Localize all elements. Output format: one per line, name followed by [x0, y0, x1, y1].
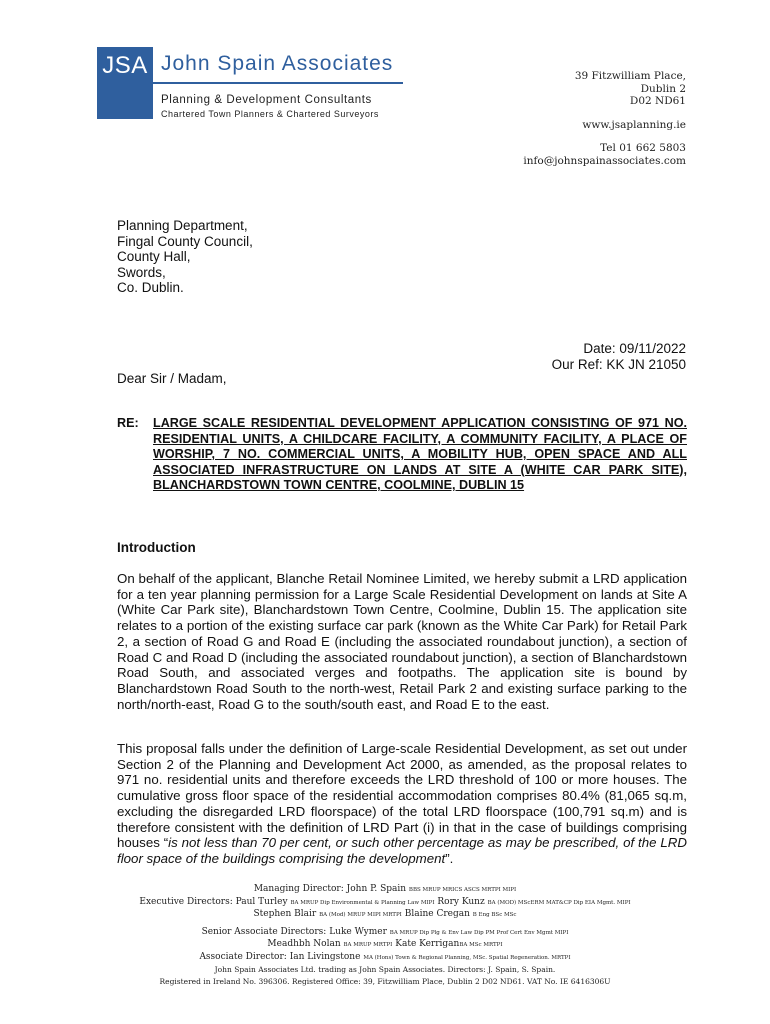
ad-quals: MA (Hons) Town & Regional Planning, MSc. Spatial Regeneration. MRTPI	[363, 954, 571, 961]
recipient-line-5: Co. Dublin.	[117, 280, 184, 295]
sad3-quals: BA MSc MRTPI	[459, 942, 503, 948]
footer-executive-directors-2	[100, 909, 670, 922]
sad1-name: Luke Wymer	[329, 926, 387, 937]
ed1-name: Paul Turley	[235, 896, 288, 907]
section-heading-introduction: Introduction	[117, 540, 196, 555]
footer-registered-line: Registered in Ireland No. 396306. Registered Office: 39, Fitzwilliam Place, Dublin 2 D02 ND61. VAT No. IE 6416306U	[159, 976, 611, 986]
logo-subtitle-2: Chartered Town Planners & Chartered Surveyors	[161, 109, 379, 119]
address-line-2: Dublin 2	[640, 82, 686, 95]
sender-address	[523, 70, 686, 167]
logo-box	[97, 47, 153, 119]
footer-managing-director	[100, 884, 670, 897]
footer-company-line: John Spain Associates Ltd. trading as John Spain Associates. Directors: J. Spain, S. Spain.	[214, 965, 556, 974]
website: www.jsaplanning.ie	[582, 118, 686, 131]
telephone: Tel 01 662 5803	[600, 142, 686, 154]
ed2-name: Rory Kunz	[437, 896, 485, 907]
footer-senior-associate-directors-2	[100, 939, 670, 952]
recipient-line-1: Planning Department,	[117, 218, 248, 233]
sad-label: Senior Associate Directors:	[201, 926, 327, 937]
sad2-quals: BA MRUP MRTPI	[343, 942, 393, 948]
sad1-quals: BA MRUP Dip Plg & Env Law Dip PM Prof Cert Env Mgmt MIPI	[389, 929, 569, 936]
email: info@johnspainassociates.com	[523, 154, 686, 167]
footer-associate-director	[100, 952, 670, 965]
logo-company-name: John Spain Associates	[161, 52, 394, 75]
ed-label: Executive Directors:	[139, 896, 233, 907]
ed4-name: Blaine Cregan	[404, 909, 470, 919]
address-line-3: D02 ND61	[629, 95, 686, 107]
subject-text: LARGE SCALE RESIDENTIAL DEVELOPMENT APPLICATION CONSISTING OF 971 NO. RESIDENTIAL UNITS, A CHILDCARE FACILITY, A COMMUNITY FACILITY, A PLACE OF WORSHIP, 7 NO. COMMERCIAL UNITS, A MOBILITY HUB, OPEN SPACE AND ALL ASSOCIATED INFRASTRUCTURE ON LANDS AT SITE A (WHITE CAR PARK SITE), BLANCHARDSTOWN TOWN CENTRE, COOLMINE, DUBLIN 15	[153, 416, 687, 492]
letter-date: Date: 09/11/2022	[583, 341, 686, 356]
paragraph-2-start: This proposal falls under the definition of Large-scale Residential Development, as set out under Section 2 of the Planning and Development Act 2000, as amended, as the proposal relates to 971 no. residential units and therefore exceeds the LRD threshold of 100 or more houses. The cumulative gross floor space of the residential accommodation comprises 80.4% (81,065 sq.m, excluding the disregarded LRD floorspace) of the total LRD floorspace (100,791 sq.m) and is therefore consistent with the definition of LRD Part (i) in that in the case of buildings comprising houses “	[117, 741, 687, 851]
ed1-quals: BA MRUP Dip Environmental & Planning Law MIPI	[290, 899, 435, 906]
ed3-quals: BA (Mod) MRUP MIPI MRTPI	[319, 912, 402, 918]
letterhead-footer	[100, 884, 670, 987]
ad-label: Associate Director:	[199, 951, 287, 962]
sad2-name: Meadhbh Nolan	[267, 939, 341, 949]
subject-label: RE:	[117, 416, 139, 430]
recipient-address	[117, 218, 253, 296]
md-label: Managing Director:	[253, 884, 344, 894]
ad-name: Ian Livingstone	[289, 951, 361, 962]
recipient-line-4: Swords,	[117, 264, 166, 280]
footer-executive-directors	[100, 897, 670, 910]
our-reference: Our Ref: KK JN 21050	[551, 356, 686, 372]
paragraph-2-end: ”.	[445, 850, 454, 866]
recipient-line-3: County Hall,	[117, 249, 191, 264]
ed3-name: Stephen Blair	[253, 909, 317, 919]
salutation: Dear Sir / Madam,	[117, 371, 227, 386]
logo-initials: JSA	[102, 52, 148, 79]
date-reference	[552, 341, 686, 372]
footer-senior-associate-directors	[100, 927, 670, 940]
paragraph-2	[117, 741, 687, 867]
recipient-line-2: Fingal County Council,	[117, 233, 253, 249]
paragraph-2-quote: is not less than 70 per cent, or such other percentage as may be prescribed, of the LRD floor space of the buildings comprising the development	[117, 835, 687, 866]
ed2-quals: BA (MOD) MScERM MAT&CP Dip EIA Mgmt. MIPI	[487, 899, 631, 906]
logo-divider	[153, 82, 403, 84]
md-name: John P. Spain	[346, 884, 407, 894]
logo-subtitle-1: Planning & Development Consultants	[161, 94, 372, 106]
md-quals: BBS MRUP MRICS ASCS MRTPI MIPI	[408, 887, 517, 893]
address-line-1: 39 Fitzwilliam Place,	[574, 70, 686, 82]
ed4-quals: B Eng BSc MSc	[472, 912, 517, 918]
paragraph-1: On behalf of the applicant, Blanche Retail Nominee Limited, we hereby submit a LRD application for a ten year planning permission for a Large Scale Residential Development on lands at Site A (White Car Park site), Blanchardstown Town Centre, Coolmine, Dublin 15. The application site relates to a portion of the existing surface car park (known as the White Car Park) for Retail Park 2, a section of Road G and Road E (including the associated roundabout junction), a section of Road C and Road D (including the associated roundabout junction), a section of Blanchardstown Road South, and associated verges and footpaths. The application site is bound by Blanchardstown Road South to the north-west, Retail Park 2 and existing surface parking to the north/north-east, Road G to the south/south east, and Road E to the east.	[117, 571, 687, 712]
sad3-name: Kate Kerrigan	[395, 939, 460, 949]
